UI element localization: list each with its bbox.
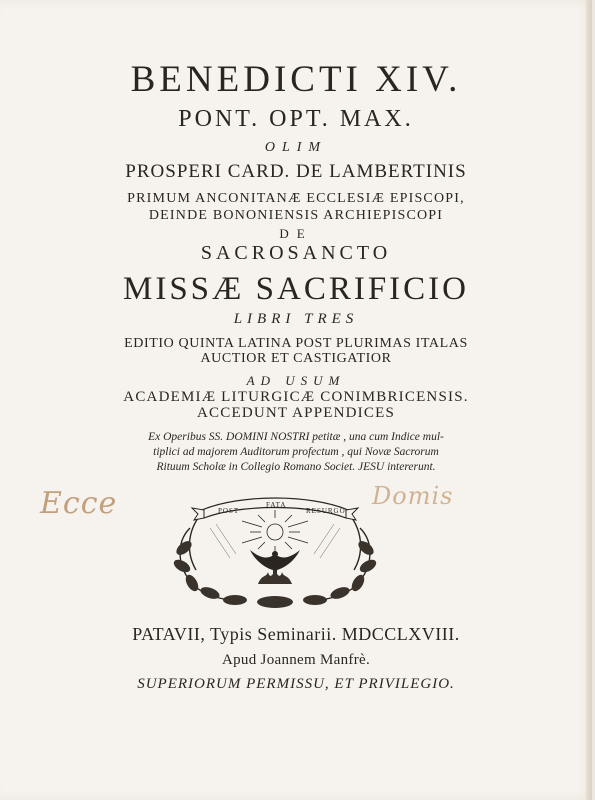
imprint-line-3: SUPERIORUM PERMISSU, ET PRIVILEGIO. [137, 676, 455, 692]
imprint-line-2: Apud Joannem Manfrè. [221, 652, 371, 668]
title-line-1: SACROSANCTO [200, 242, 392, 264]
motto-fata: FATA [266, 501, 287, 509]
de-line: DE [279, 226, 313, 241]
ad-usum: AD USUM [246, 373, 346, 388]
phoenix-icon [250, 550, 300, 584]
note-line-1: Ex Operibus SS. DOMINI NOSTRI petitæ , una cum Indice mul- [148, 431, 444, 443]
olim-line: OLIM [264, 140, 328, 155]
imprint-line-1: PATAVII, Typis Seminarii. MDCCLXVIII. [132, 624, 460, 644]
academy-line-2: ACCEDUNT APPENDICES [197, 405, 395, 421]
offices-line-1: PRIMUM ANCONITANÆ ECCLESIÆ EPISCOPI, [127, 191, 465, 206]
edition-line-2: AUCTIOR ET CASTIGATIOR [200, 351, 392, 366]
former-name: PROSPERI CARD. DE LAMBERTINIS [125, 161, 467, 182]
handwriting-left: Ecce [40, 486, 118, 521]
motto-post: POST [218, 507, 240, 515]
motto-resurgo: RESURGO [306, 507, 346, 515]
phoenix-vignette [170, 488, 380, 610]
edition-line-1: EDITIO QUINTA LATINA POST PLURIMAS ITALAS [124, 336, 468, 351]
author-name: BENEDICTI XIV. [130, 59, 462, 100]
handwriting-right: Domis [372, 482, 454, 510]
offices-line-2: DEINDE BONONIENSIS ARCHIEPISCOPI [148, 208, 444, 223]
note-line-2: tiplici ad majorem Auditorum profectum , qui Novæ Sacrorum [153, 446, 439, 458]
sun-icon [242, 510, 308, 552]
phoenix-vignette-drawing [170, 488, 380, 610]
title-line-2: MISSÆ SACRIFICIO [123, 271, 469, 307]
note-line-3: Rituum Scholæ in Collegio Romano Societ. JESU intererunt. [156, 461, 436, 473]
author-title: PONT. OPT. MAX. [178, 106, 414, 132]
libri-tres: LIBRI TRES [233, 311, 359, 327]
academy-line-1: ACADEMIÆ LITURGICÆ CONIMBRICENSIS. [123, 389, 469, 405]
